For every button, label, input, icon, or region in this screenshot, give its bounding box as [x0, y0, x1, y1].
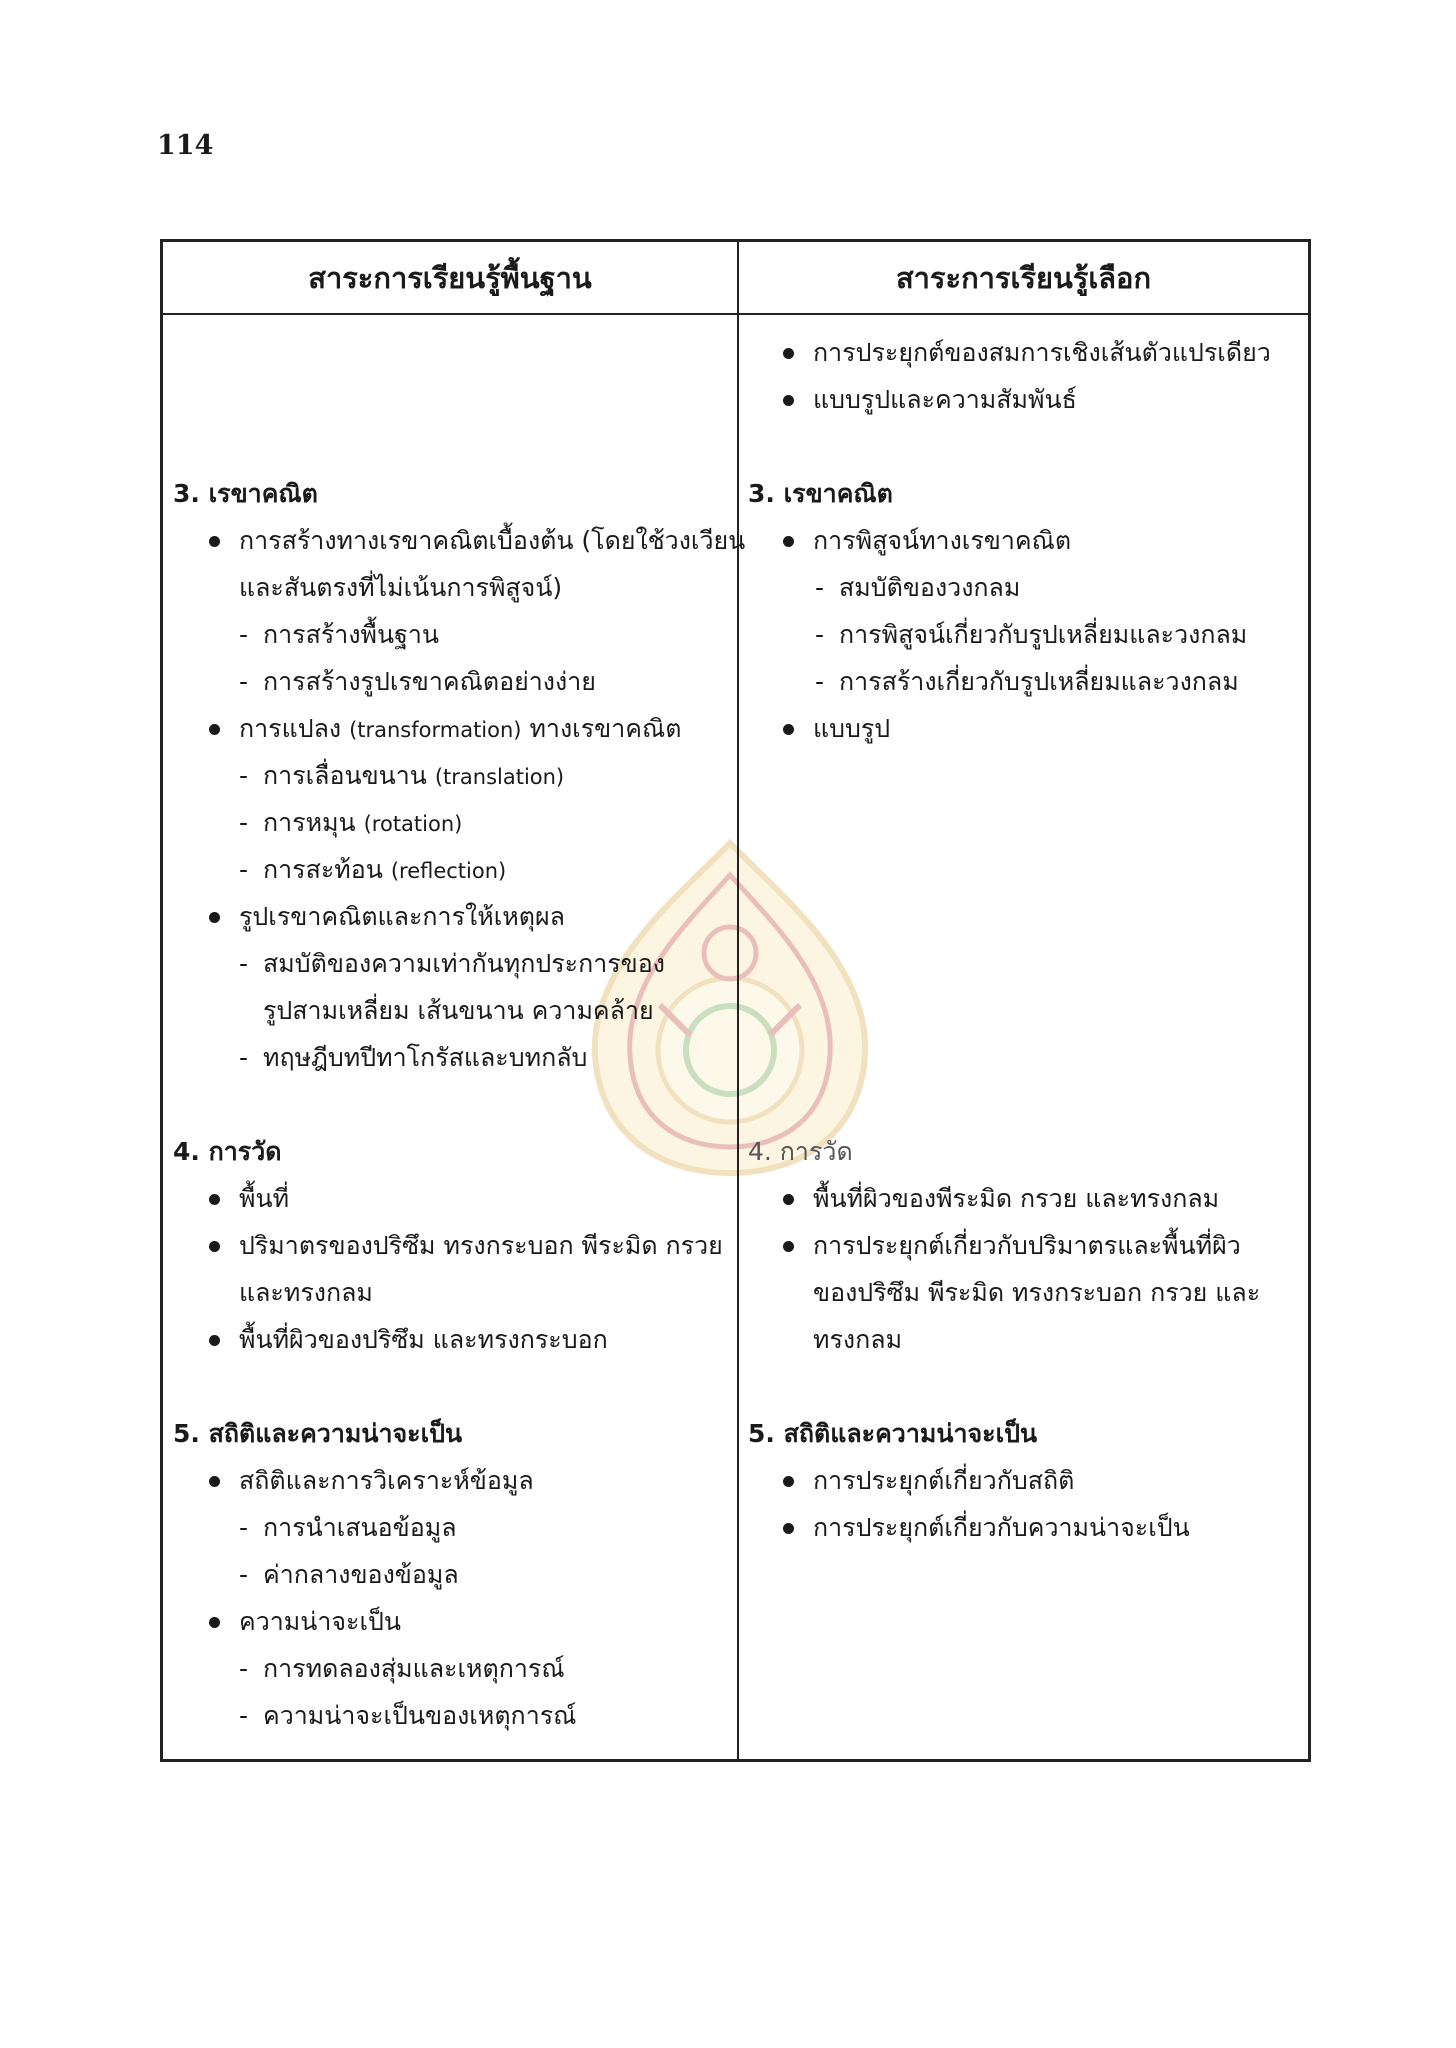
list-item: แบบรูป: [779, 712, 890, 746]
sub-item: - การสร้างพื้นฐาน: [263, 618, 439, 652]
list-item: พื้นที่ผิวของปริซึม และทรงกระบอก: [205, 1323, 608, 1357]
text-thai: ทางเรขาคณิต: [521, 714, 682, 743]
page-number: 114: [157, 130, 214, 161]
sub-item: [263, 806, 462, 841]
header-core-content: สาระการเรียนรู้พื้นฐาน: [308, 260, 592, 295]
list-item: [205, 712, 681, 747]
column-divider: [737, 242, 739, 1759]
list-item-continued: ของปริซึม พีระมิด ทรงกระบอก กรวย และ: [813, 1278, 1261, 1307]
sub-item: [263, 759, 564, 794]
list-item-continued: และทรงกลม: [239, 1278, 373, 1307]
list-item: ปริมาตรของปริซึม ทรงกระบอก พีระมิด กรวย: [205, 1229, 723, 1263]
right-statistics-title: 5. สถิติและความน่าจะเป็น: [748, 1419, 1038, 1448]
text-english: (reflection): [390, 859, 507, 883]
sub-item: - การสร้างเกี่ยวกับรูปเหลี่ยมและวงกลม: [839, 665, 1239, 699]
header-divider: [163, 313, 1308, 315]
left-statistics-title: 5. สถิติและความน่าจะเป็น: [173, 1419, 463, 1448]
sub-item: - การสร้างรูปเรขาคณิตอย่างง่าย: [263, 665, 596, 699]
sub-item: - การนำเสนอข้อมูล: [263, 1511, 457, 1545]
list-item: พื้นที่ผิวของพีระมิด กรวย และทรงกลม: [779, 1182, 1219, 1216]
list-item: การประยุกต์ของสมการเชิงเส้นตัวแปรเดียว: [779, 336, 1271, 370]
list-item: แบบรูปและความสัมพันธ์: [779, 383, 1077, 417]
list-item: การประยุกต์เกี่ยวกับสถิติ: [779, 1464, 1074, 1498]
sub-item: - ค่ากลางของข้อมูล: [263, 1558, 459, 1592]
sub-item: - ทฤษฎีบทปีทาโกรัสและบทกลับ: [263, 1041, 587, 1075]
text-thai: การเลื่อนขนาน: [263, 761, 435, 790]
list-item: รูปเรขาคณิตและการให้เหตุผล: [205, 900, 565, 934]
left-geometry-title: 3. เรขาคณิต: [173, 479, 318, 508]
content-table: [160, 239, 1311, 1762]
list-item: สถิติและการวิเคราะห์ข้อมูล: [205, 1464, 534, 1498]
sub-item: - การทดลองสุ่มและเหตุการณ์: [263, 1652, 565, 1686]
header-elective-content: สาระการเรียนรู้เลือก: [895, 260, 1152, 295]
list-item-continued: ทรงกลม: [813, 1325, 903, 1354]
sub-item: - การพิสูจน์เกี่ยวกับรูปเหลี่ยมและวงกลม: [839, 618, 1247, 652]
text-english: (transformation): [349, 718, 522, 742]
sub-item: - ความน่าจะเป็นของเหตุการณ์: [263, 1699, 576, 1733]
text-thai: การแปลง: [239, 714, 350, 743]
right-measurement-title: 4. การวัด: [748, 1137, 853, 1166]
sub-item: [263, 853, 506, 888]
list-item: การประยุกต์เกี่ยวกับความน่าจะเป็น: [779, 1511, 1190, 1545]
sub-item: - สมบัติของวงกลม: [839, 571, 1020, 605]
list-item: การสร้างทางเรขาคณิตเบื้องต้น (โดยใช้วงเวียน: [205, 524, 745, 558]
text-english: (rotation): [363, 812, 463, 836]
list-item: การประยุกต์เกี่ยวกับปริมาตรและพื้นที่ผิว: [779, 1229, 1241, 1263]
list-item: ความน่าจะเป็น: [205, 1605, 401, 1639]
text-thai: การหมุน: [263, 808, 364, 837]
left-measurement-title: 4. การวัด: [173, 1137, 282, 1166]
text-thai: การสะท้อน: [263, 855, 391, 884]
list-item: พื้นที่: [205, 1182, 289, 1216]
list-item: การพิสูจน์ทางเรขาคณิต: [779, 524, 1071, 558]
sub-item: - สมบัติของความเท่ากันทุกประการของ: [263, 947, 665, 981]
sub-item-continued: รูปสามเหลี่ยม เส้นขนาน ความคล้าย: [263, 996, 654, 1025]
right-geometry-title: 3. เรขาคณิต: [748, 479, 893, 508]
list-item-continued: และสันตรงที่ไม่เน้นการพิสูจน์): [239, 573, 563, 602]
text-english: (translation): [434, 765, 565, 789]
